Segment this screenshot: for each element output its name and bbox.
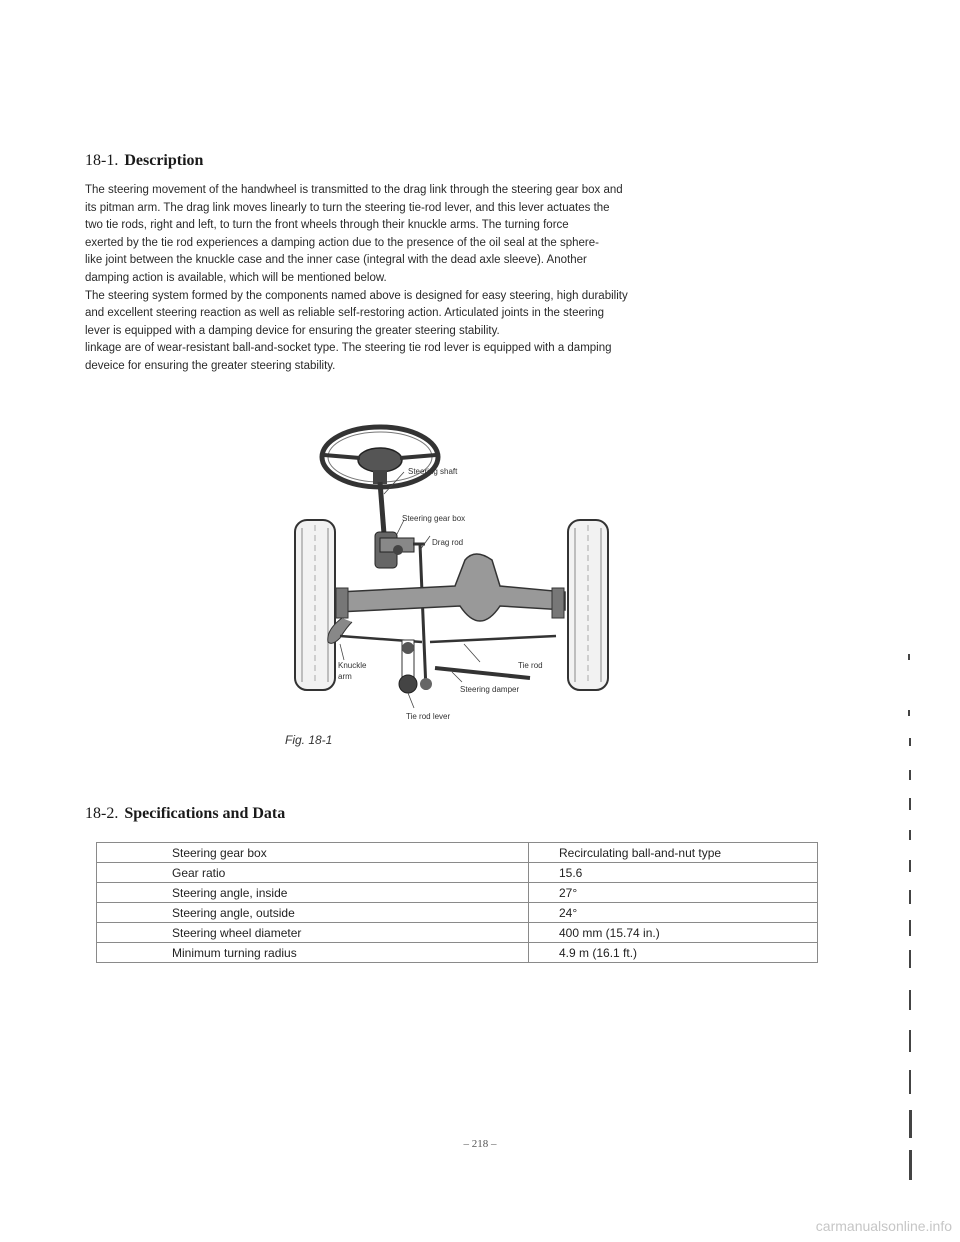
section-heading-specifications — [85, 805, 285, 823]
section-number: 18-1. — [85, 152, 119, 169]
text-line: lever is equipped with a damping device for ensuring the greater steering stability. — [85, 324, 500, 337]
label-arm: arm — [338, 672, 352, 681]
spec-label: Gear ratio — [97, 863, 529, 883]
table-row — [97, 903, 818, 923]
left-wheel-drawing — [295, 520, 335, 690]
specifications-table — [96, 842, 818, 963]
label-tie-rod-lever: Tie rod lever — [406, 712, 451, 721]
label-steering-damper: Steering damper — [460, 685, 520, 694]
right-wheel-drawing — [568, 520, 608, 690]
description-paragraph — [85, 182, 875, 376]
text-line: like joint between the knuckle case and the inner case (integral with the dead axle sleeve). Another — [85, 254, 587, 267]
text-line: deveice for ensuring the greater steering stability. — [85, 359, 336, 372]
spec-value: 4.9 m (16.1 ft.) — [529, 943, 818, 963]
spec-value: 400 mm (15.74 in.) — [529, 923, 818, 943]
text-line: its pitman arm. The drag link moves linearly to turn the steering tie-rod lever, and this lever actuates the — [85, 201, 610, 214]
axle-drawing — [336, 554, 565, 621]
text-line: damping action is available, which will be mentioned below. — [85, 271, 387, 284]
text-line: The steering system formed by the components named above is designed for easy steering, high durability — [85, 289, 628, 302]
text-line: The steering movement of the handwheel is transmitted to the drag link through the steering gear box and — [85, 184, 623, 196]
text-line: exerted by the tie rod experiences a damping action due to the presence of the oil seal at the sphere- — [85, 236, 599, 249]
label-steering-gear-box: Steering gear box — [402, 514, 466, 523]
spec-label: Steering angle, outside — [97, 903, 529, 923]
table-row — [97, 843, 818, 863]
spec-value: 15.6 — [529, 863, 818, 883]
section-heading-description — [85, 152, 203, 170]
text-line: two tie rods, right and left, to turn the front wheels through their knuckle arms. The turning force — [85, 219, 569, 232]
spec-label: Steering gear box — [97, 843, 529, 863]
label-steering-shaft: Steering shaft — [408, 467, 458, 476]
label-tie-rod: Tie rod — [518, 661, 543, 670]
spec-label: Steering wheel diameter — [97, 923, 529, 943]
spec-value: 24° — [529, 903, 818, 923]
label-knuckle: Knuckle — [338, 661, 367, 670]
label-drag-rod: Drag rod — [432, 538, 464, 547]
watermark-footer: carmanualsonline.info — [815, 1218, 952, 1234]
section-title: Description — [124, 152, 204, 169]
text-line: and excellent steering reaction as well as reliable self-restoring action. Articulated joints in the steering — [85, 307, 605, 320]
table-row — [97, 883, 818, 903]
spec-value: 27° — [529, 883, 818, 903]
steering-gear-box-drawing — [375, 532, 414, 568]
steering-system-diagram — [280, 410, 640, 740]
page-number: – 218 – — [463, 1138, 497, 1150]
steering-wheel-drawing — [322, 427, 438, 487]
spec-value: Recirculating ball-and-nut type — [529, 843, 818, 863]
steering-damper-drawing — [435, 668, 530, 678]
spec-label: Minimum turning radius — [97, 943, 529, 963]
tie-rod-lever-drawing — [399, 640, 432, 693]
section-title: Specifications and Data — [124, 805, 286, 822]
figure-caption: Fig. 18-1 — [285, 733, 333, 747]
spec-label: Steering angle, inside — [97, 883, 529, 903]
drag-rod-drawing — [420, 544, 426, 690]
table-row — [97, 863, 818, 883]
tie-rod-right-drawing — [430, 636, 556, 642]
steering-shaft-drawing — [380, 482, 384, 534]
table-row — [97, 943, 818, 963]
text-line: linkage are of wear-resistant ball-and-socket type. The steering tie rod lever is equipped with a damping — [85, 342, 612, 355]
table-row — [97, 923, 818, 943]
scan-margin-marks — [900, 390, 930, 1190]
section-number: 18-2. — [85, 805, 119, 822]
